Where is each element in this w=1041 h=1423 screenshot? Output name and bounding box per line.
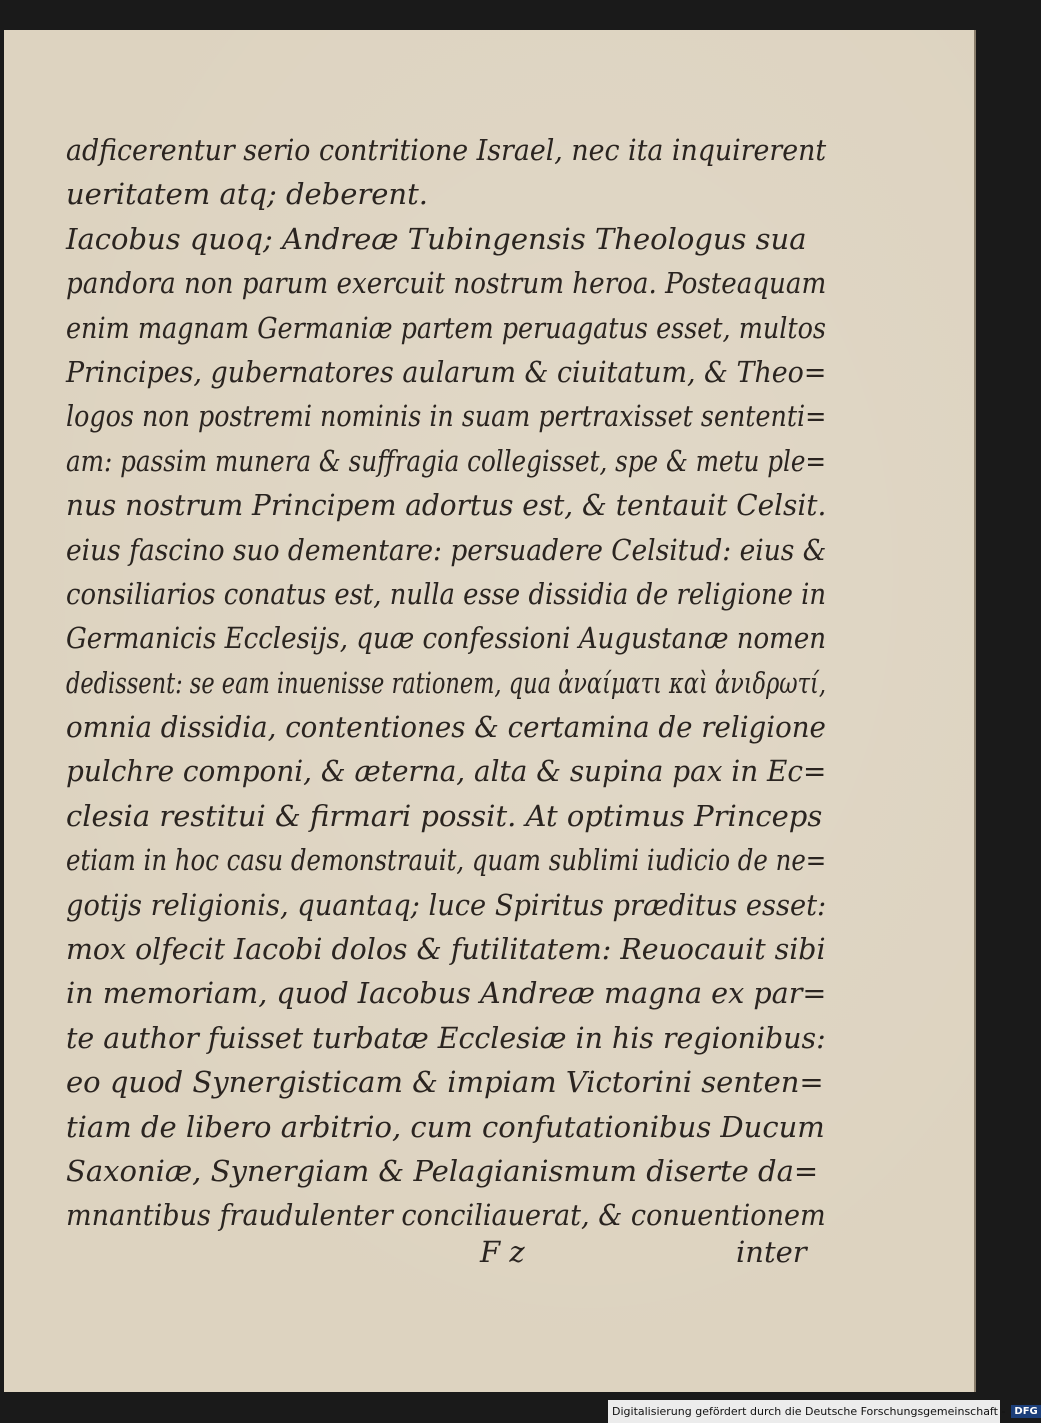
catchword: inter — [736, 1235, 807, 1269]
text-line: ueritatem atq; deberent. — [66, 177, 428, 212]
text-line: enim magnam Germaniæ partem peruagatus esset, multos — [66, 310, 826, 345]
credit-text: Digitalisierung gefördert durch die Deutsche Forschungsgemeinschaft - — [612, 1405, 1006, 1418]
text-line: logos non postremi nominis in suam pertraxisset sententi= — [66, 399, 827, 434]
text-line: in memoriam, quod Iacobus Andreæ magna ex par= — [66, 976, 827, 1011]
text-line: consiliarios conatus est, nulla esse dissidia de religione in — [66, 576, 827, 611]
text-line: etiam in hoc casu demonstrauit, quam sublimi iudicio de ne= — [66, 843, 827, 878]
text-line: adficerentur serio contritione Israel, nec ita inquirerent — [66, 133, 827, 167]
text-line: Saxoniæ, Synergiam & Pelagianismum diserte da= — [66, 1153, 819, 1188]
page-text — [66, 128, 826, 1238]
text-line: eo quod Synergisticam & impiam Victorini senten= — [66, 1065, 824, 1100]
text-line: tiam de libero arbitrio, cum confutationibus Ducum — [66, 1109, 825, 1144]
book-page — [4, 30, 976, 1392]
dfg-logo: DFG — [1011, 1405, 1040, 1418]
dfg-credit-bar — [608, 1400, 1038, 1423]
text-line: Principes, gubernatores aularum & ciuitatum, & Theo= — [66, 354, 827, 389]
text-line: dedissent: se eam inuenisse rationem, qua ἀναίματι καὶ ἀνιδρωτί, — [66, 665, 826, 700]
text-line: eius fascino suo dementare: persuadere Celsitud: eius & — [66, 532, 827, 567]
text-line: omnia dissidia, contentiones & certamina de religione — [66, 710, 826, 745]
text-line: nus nostrum Principem adortus est, & tentauit Celsit. — [66, 488, 827, 523]
text-line: mnantibus fraudulenter conciliauerat, & conuentionem — [66, 1198, 826, 1233]
text-line: pandora non parum exercuit nostrum heroa. Posteaquam — [66, 266, 827, 301]
signature-mark: F z — [480, 1235, 525, 1269]
text-line: Germanicis Ecclesijs, quæ confessioni Augustanæ nomen — [66, 621, 827, 656]
text-line: mox olfecit Iacobi dolos & futilitatem: Reuocauit sibi — [66, 932, 826, 967]
text-line: gotijs religionis, quantaq; luce Spiritus præditus esset: — [66, 887, 827, 922]
text-line: pulchre componi, & æterna, alta & supina pax in Ec= — [66, 754, 827, 789]
text-line: clesia restitui & firmari possit. At optimus Princeps — [66, 798, 823, 833]
text-line: am: passim munera & suffragia collegisset, spe & metu ple= — [66, 443, 827, 478]
text-line: te author fuisset turbatæ Ecclesiæ in his regionibus: — [66, 1020, 826, 1055]
text-line: Iacobus quoq; Andreæ Tubingensis Theologus sua — [66, 221, 807, 256]
